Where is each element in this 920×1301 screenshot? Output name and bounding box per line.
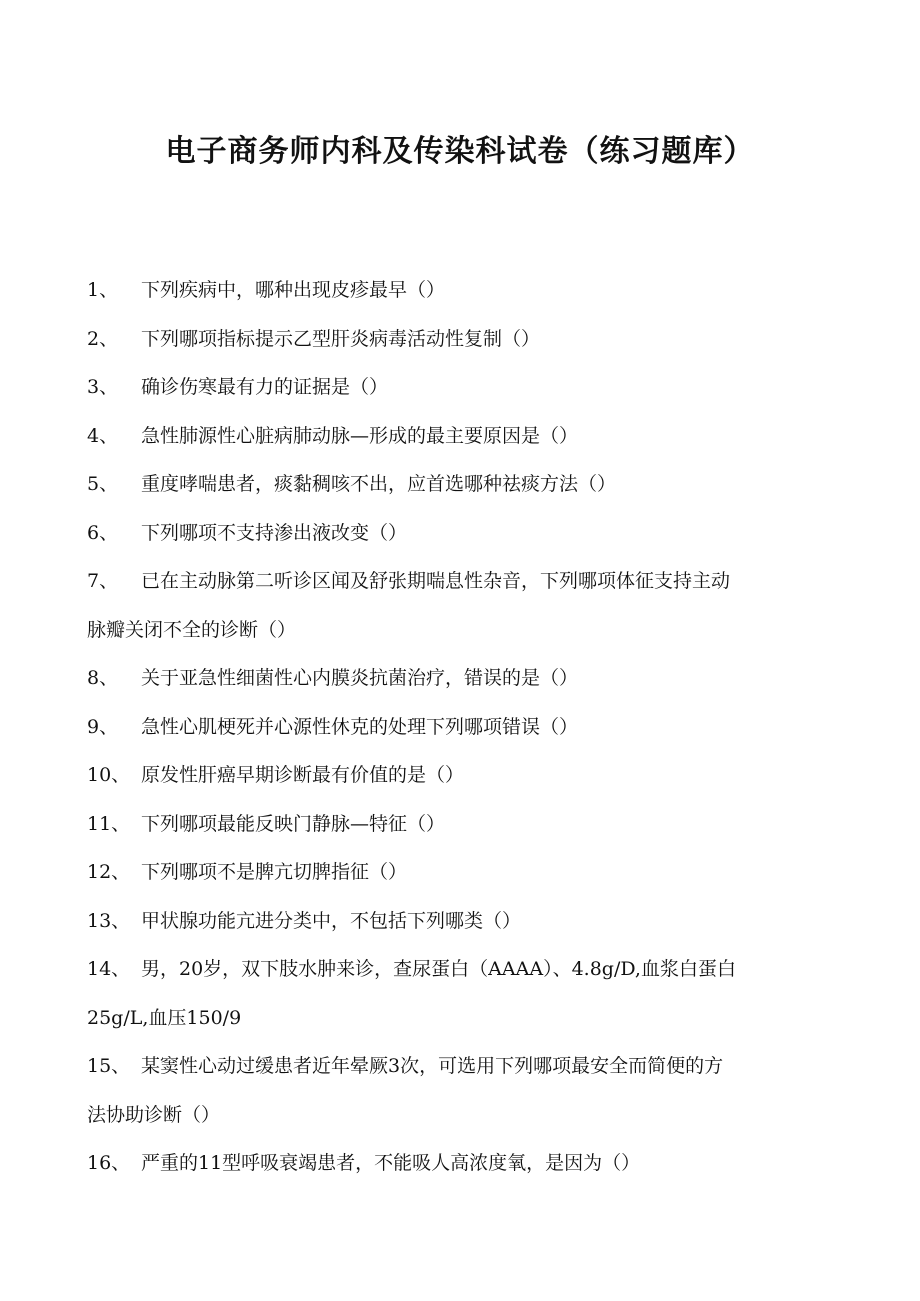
question-item — [87, 557, 832, 654]
question-number: 13、 — [87, 909, 131, 932]
question-number: 9、 — [87, 715, 119, 738]
question-text: 下列哪项指标提示乙型肝炎病毒活动性复制（） — [141, 327, 541, 350]
question-text: 下列疾病中，哪种出现皮疹最早（） — [141, 279, 446, 301]
question-text: 急性心肌梗死并心源性休克的处理下列哪项错误（） — [141, 715, 579, 738]
question-item — [87, 1042, 832, 1139]
question-number: 11、 — [87, 812, 131, 835]
question-text: 下列哪项不支持渗出液改变（） — [141, 521, 408, 544]
question-item — [87, 363, 832, 412]
question-item — [87, 848, 832, 897]
question-text: 下列哪项最能反映门静脉—特征（） — [141, 812, 446, 835]
question-number: 15、 — [87, 1055, 131, 1077]
question-item — [87, 800, 832, 849]
question-number: 6、 — [87, 521, 119, 544]
question-number: 8、 — [87, 667, 119, 689]
question-number: 5、 — [87, 473, 119, 495]
page-title: 电子商务师内科及传染科试卷（练习题库） — [165, 134, 755, 169]
question-text-continuation: 脉瓣关闭不全的诊断（） — [87, 618, 297, 641]
question-number: 7、 — [87, 570, 119, 592]
question-number: 3、 — [87, 376, 119, 398]
question-item — [87, 703, 832, 752]
question-item — [87, 460, 832, 509]
question-item — [87, 266, 832, 315]
question-item — [87, 654, 832, 703]
question-text: 急性肺源性心脏病肺动脉—形成的最主要原因是（） — [141, 424, 579, 447]
question-number: 2、 — [87, 327, 119, 350]
question-number: 1、 — [87, 279, 119, 301]
question-text: 重度哮喘患者，痰黏稠咳不出，应首选哪种祛痰方法（） — [141, 473, 617, 495]
question-item — [87, 1139, 832, 1188]
question-text: 关于亚急性细菌性心内膜炎抗菌治疗，错误的是（） — [141, 667, 579, 689]
question-text: 已在主动脉第二听诊区闻及舒张期喘息性杂音，下列哪项体征支持主动 — [141, 570, 731, 592]
question-item — [87, 315, 832, 364]
question-list — [87, 266, 832, 1188]
question-item — [87, 897, 832, 946]
question-item — [87, 945, 832, 1042]
question-text: 确诊伤寒最有力的证据是（） — [141, 376, 389, 398]
question-text: 原发性肝癌早期诊断最有价值的是（） — [141, 764, 465, 786]
question-text: 下列哪项不是脾亢切脾指征（） — [141, 861, 408, 883]
question-number: 16、 — [87, 1152, 131, 1174]
question-number: 12、 — [87, 861, 131, 883]
question-text: 某窦性心动过缓患者近年晕厥3次，可选用下列哪项最安全而简便的方 — [141, 1055, 724, 1077]
question-text: 甲状腺功能亢进分类中，不包括下列哪类（） — [141, 909, 522, 932]
question-item — [87, 751, 832, 800]
question-text: 男，20岁，双下肢水肿来诊，查尿蛋白（AAAA）、4.8g/D,血浆白蛋白 — [141, 958, 736, 980]
question-text-continuation: 法协助诊断（） — [87, 1103, 221, 1126]
question-number: 10、 — [87, 764, 131, 786]
question-number: 14、 — [87, 958, 131, 980]
question-text-continuation: 25g/L,血压150/9 — [87, 1006, 242, 1029]
question-item — [87, 412, 832, 461]
question-text: 严重的11型呼吸衰竭患者，不能吸人高浓度氧，是因为（） — [141, 1152, 641, 1174]
question-number: 4、 — [87, 424, 119, 447]
question-item — [87, 509, 832, 558]
